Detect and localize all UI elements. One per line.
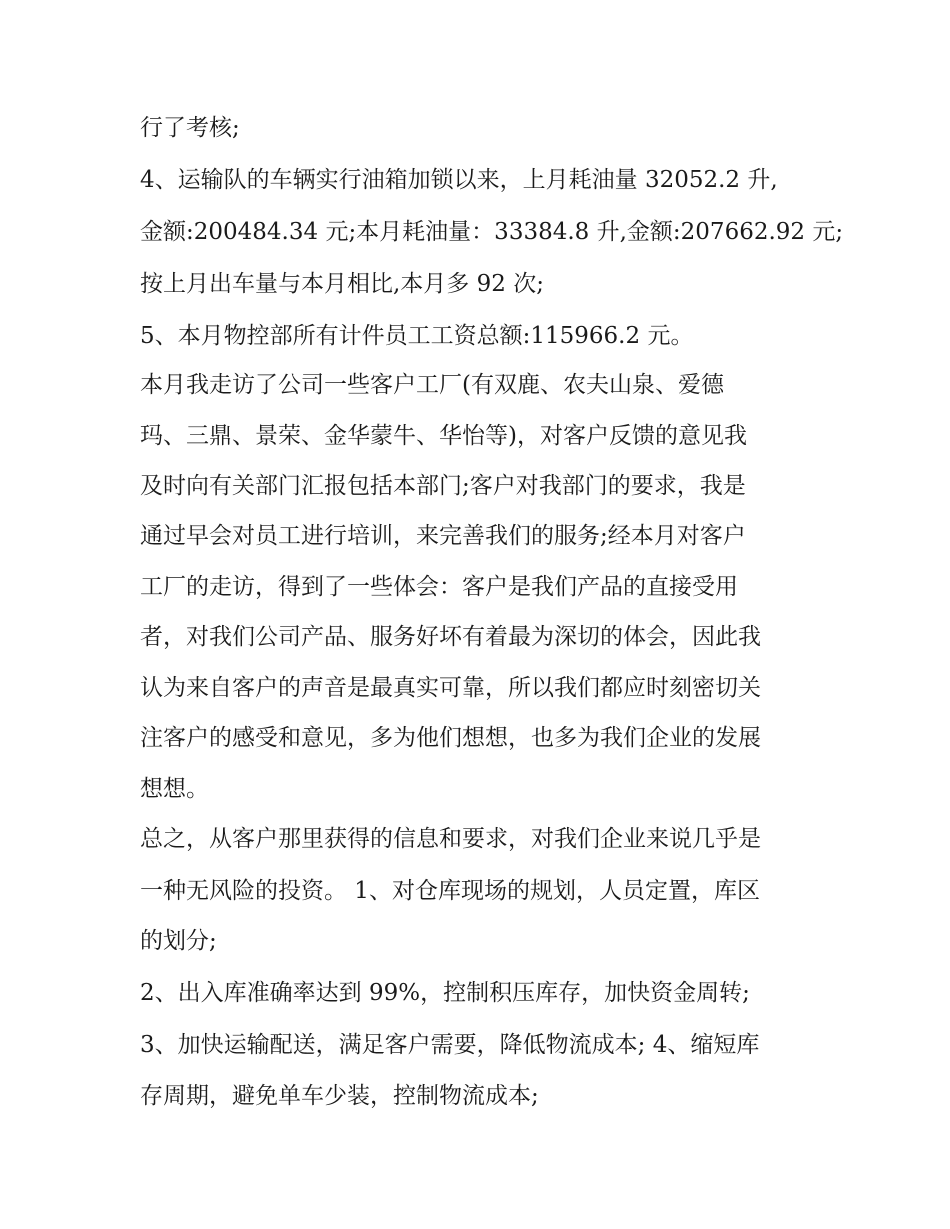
text-line: 2、出入库准确率达到 99%，控制积压库存，加快资金周转;	[140, 980, 750, 1006]
text-line: 4、运输队的车辆实行油箱加锁以来，上月耗油量 32052.2 升,	[140, 167, 778, 193]
text-line: 存周期，避免单车少装，控制物流成本;	[140, 1083, 539, 1109]
text-line: 按上月出车量与本月相比,本月多 92 次;	[140, 271, 544, 297]
text-line: 玛、三鼎、景荣、金华蒙牛、华怡等)，对客户反馈的意见我	[140, 423, 747, 449]
text-line: 及时向有关部门汇报包括本部门;客户对我部门的要求，我是	[140, 473, 746, 499]
text-line: 想想。	[140, 776, 209, 802]
text-line: 工厂的走访，得到了一些体会：客户是我们产品的直接受用	[140, 574, 738, 600]
text-line: 一种无风险的投资。 1、对仓库现场的规划，人员定置，库区	[140, 878, 760, 904]
text-line: 行了考核;	[140, 115, 240, 141]
text-line: 者，对我们公司产品、服务好坏有着最为深切的体会，因此我	[140, 624, 761, 650]
text-line: 总之，从客户那里获得的信息和要求，对我们企业来说几乎是	[140, 826, 761, 852]
text-line: 认为来自客户的声音是最真实可靠，所以我们都应时刻密切关	[140, 675, 761, 701]
text-line: 的划分;	[140, 928, 217, 954]
text-line: 注客户的感受和意见，多为他们想想，也多为我们企业的发展	[140, 725, 761, 751]
text-line: 金额:200484.34 元;本月耗油量：33384.8 升,金额:207662.92 元;	[140, 219, 844, 245]
text-line: 5、本月物控部所有计件员工工资总额:115966.2 元。	[140, 323, 694, 349]
text-line: 通过早会对员工进行培训，来完善我们的服务;经本月对客户	[140, 523, 746, 549]
text-line: 3、加快运输配送，满足客户需要，降低物流成本; 4、缩短库	[140, 1032, 760, 1058]
text-line: 本月我走访了公司一些客户工厂(有双鹿、农夫山泉、爱德	[140, 372, 724, 398]
